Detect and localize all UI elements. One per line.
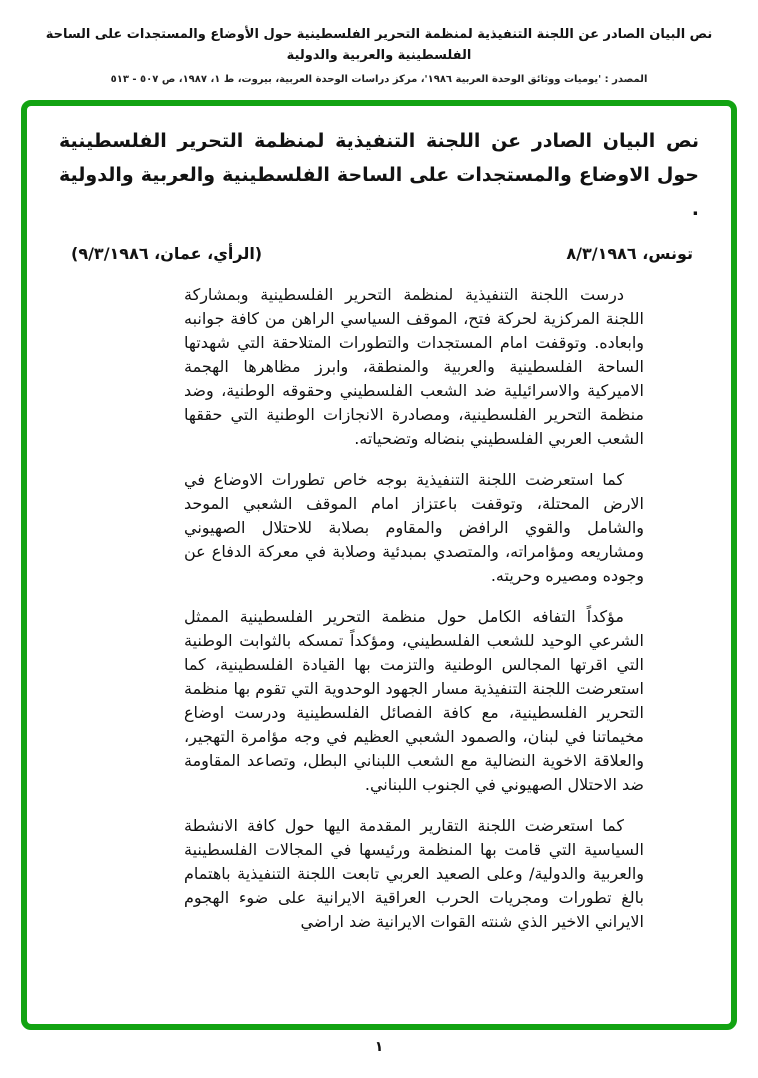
paragraph-1: درست اللجنة التنفيذية لمنظمة التحرير الفلسطينية وبمشاركة اللجنة المركزية لحركة فتح، الموقف السياسي الراهن من كافة جوانبه وابعاده. وتوقفت امام المستجدات والتطورات المتلاحقة التي شهدتها الساحة الفلسطينية والعربية والمنطقة، وابرز مظاهرها الهجمة الاميركية والاسرائيلية ضد الشعب الفلسطيني وحقوقه الوطنية، وضد منظمة التحرير الفلسطينية، ومصادرة الانجازات الوطنية التي حققها الشعب العربي الفلسطيني بنضاله وتضحياته. — [184, 285, 644, 448]
page-footer — [0, 1039, 758, 1055]
dateline — [71, 244, 693, 263]
document-title: نص البيان الصادر عن اللجنة التنفيذية لمنظمة التحرير الفلسطينية حول الاوضاع والمستجدات على الساحة الفلسطينية والعربية والدولية . — [59, 130, 699, 220]
dateline-newspaper-reference: (الرأي، عمان، ٩/٣/١٩٨٦) — [71, 244, 263, 263]
page-number: ١ — [374, 1039, 384, 1055]
paragraph-3: مؤكداً التفافه الكامل حول منظمة التحرير الفلسطينية الممثل الشرعي الوحيد للشعب الفلسطيني، ومؤكداً تمسكه بالثوابت الوطنية التي اقرتها المجالس الوطنية والتزمت بها القيادة الفلسطينية، كما استعرضت اللجنة التنفيذية مسار الجهود الوحدوية التي تقوم بها منظمة التحرير الفلسطينية، مع كافة الفصائل الفلسطينية ودرست اوضاع مخيماتنا في لبنان، والصمود الشعبي العظيم في وجه مؤامرة التهجير، والعلاقة الاخوية النضالية مع الشعب اللبناني البطل، وتصاعد المقاومة ضد الاحتلال الصهيوني في الجنوب اللبناني. — [184, 607, 644, 794]
outer-title: نص البيان الصادر عن اللجنة التنفيذية لمنظمة التحرير الفلسطينية حول الأوضاع والمستجدات على الساحة الفلسطينية والعربية والدولية — [45, 27, 713, 63]
paragraph-4: كما استعرضت اللجنة التقارير المقدمة اليها حول كافة الانشطة السياسية التي قامت بها المنظمة ورئيسها في المجالات الفلسطينية والعربية والدولية/ وعلى الصعيد العربي تابعت اللجنة التنفيذية باهتمام بالغ تطورات ومجريات الحرب العراقية الايرانية على ضوء الهجوم الايراني الاخير الذي شنته القوات الايرانية ضد اراضي — [184, 816, 644, 931]
dateline-place-date: تونس، ٨/٣/١٩٨٦ — [566, 244, 693, 263]
paragraph-2: كما استعرضت اللجنة التنفيذية بوجه خاص تطورات الاوضاع في الارض المحتلة، وتوقفت باعتزاز امام الموقف الشعبي الموحد والشامل والقوي الرافض والمقاوم بصلابة للاحتلال الصهيوني ومشاريعه ومؤامراته، والمتصدي بمبدئية وصلابة في معركة الدفاع عن وجوده ومصيره وحريته. — [184, 470, 644, 585]
document-body — [184, 283, 644, 934]
source-line: المصدر : 'يوميات ووثائق الوحدة العربية ١٩٨٦'، مركز دراسات الوحدة العربية، بيروت، ط ١، ١٩٨٧، ص ٥٠٧ - ٥١٣ — [110, 74, 648, 85]
outer-header — [0, 0, 758, 87]
document-frame — [21, 100, 737, 1030]
